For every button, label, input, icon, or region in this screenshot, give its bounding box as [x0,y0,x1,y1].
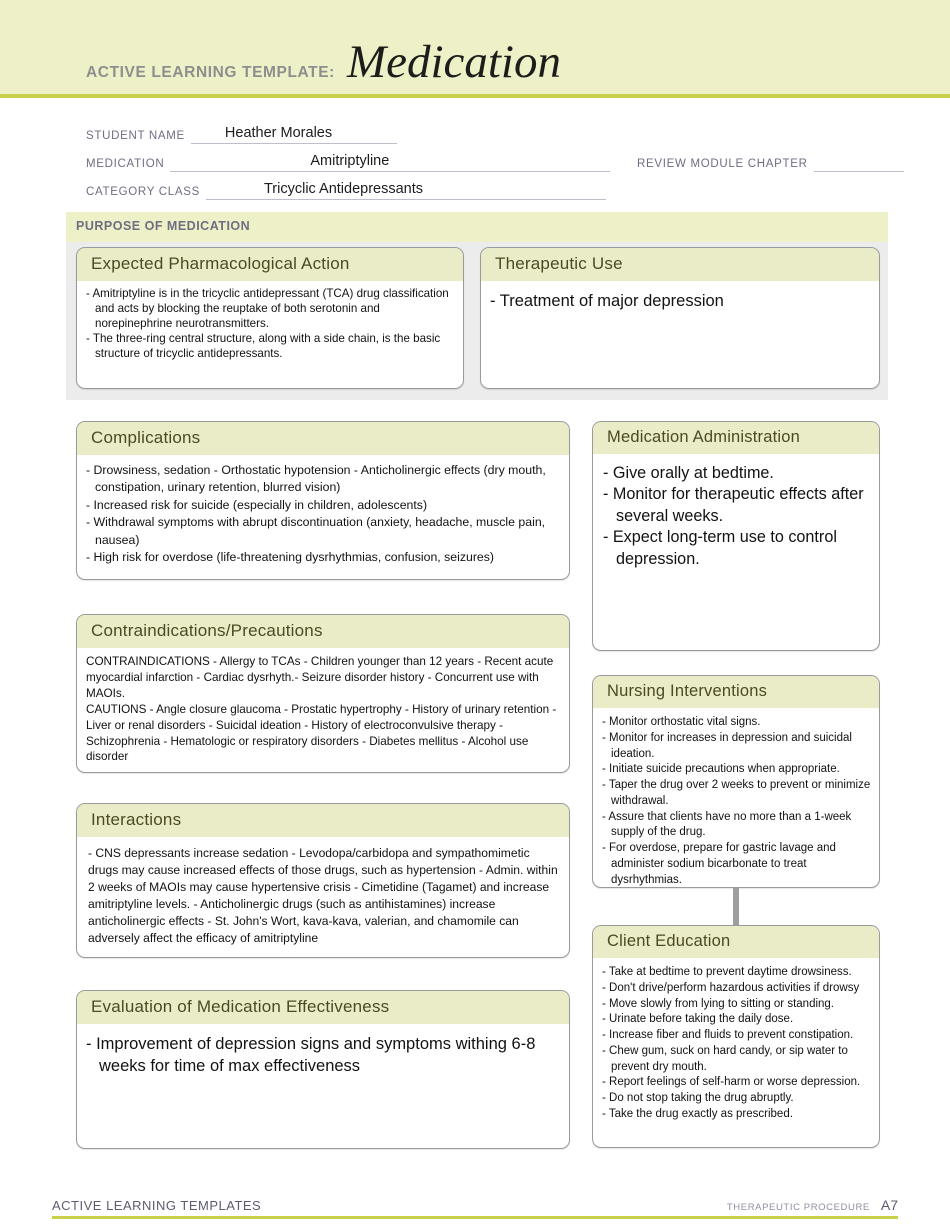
footer-meta [727,1197,898,1216]
list-item: - Assure that clients have no more than a 1-week supply of the drug. [602,810,852,839]
list-item: - Treatment of major depression [490,292,724,310]
list-item: - Initiate suicide precautions when appropriate. [602,763,840,776]
category-class-row [86,178,606,200]
card-contraindications-precautions [76,614,570,773]
card-interactions [76,803,570,958]
list-item: - Monitor orthostatic vital signs. [602,716,761,728]
list-item: - The three-ring central structure, along with a side chain, is the basic structure of tricyclic antidepressants. [86,331,441,360]
card-medication-administration [592,421,880,651]
card-body [77,648,569,773]
list-item: - Increase fiber and fluids to prevent constipation. [602,1029,854,1041]
card-title: Client Education [593,926,879,958]
review-module-chapter-label: REVIEW MODULE CHAPTER [637,158,808,170]
page-title: Medication [346,36,561,88]
list-item: - Take at bedtime to prevent daytime drowsiness. [602,966,852,978]
card-body [593,708,879,888]
card-body [77,455,569,575]
medication-row [86,150,610,172]
card-body [593,454,879,578]
list-item: - For overdose, prepare for gastric lavage and administer sodium bicarbonate to treat dysrhythmias. [602,842,836,886]
list-item: - Increased risk for suicide (especially in children, adolescents) [86,497,428,512]
card-title: Expected Pharmacological Action [77,248,463,281]
list-item: - Monitor for increases in depression and suicidal ideation. [602,731,852,760]
card-body [77,1024,569,1086]
list-item: - Don't drive/perform hazardous activities if drowsy [602,981,860,994]
purpose-header-band [66,212,888,242]
identity-fields [0,122,950,202]
review-module-chapter-row [637,150,904,172]
list-item: - Drowsiness, sedation - Orthostatic hypotension - Anticholinergic effects (dry mouth, constipation, urinary retention, blurred vision) [86,463,546,495]
card-title: Interactions [77,804,569,837]
list-item: - Take the drug exactly as prescribed. [602,1107,793,1120]
card-evaluation-of-medication-effectiveness [76,990,570,1149]
card-expected-pharmacological-action [76,247,464,389]
student-name-label: STUDENT NAME [86,130,185,142]
card-title: Evaluation of Medication Effectiveness [77,991,569,1024]
template-kicker: ACTIVE LEARNING TEMPLATE: [86,64,335,81]
card-body [77,281,463,370]
footer-page-number: A7 [880,1197,898,1213]
card-nursing-interventions [592,675,880,888]
list-item: - Withdrawal symptoms with abrupt discontinuation (anxiety, headache, muscle pain, nausea) [86,515,546,547]
list-item: - Expect long-term use to control depression. [603,528,837,568]
card-therapeutic-use [480,247,880,389]
purpose-heading: PURPOSE OF MEDICATION [76,219,251,233]
list-item: CAUTIONS - Angle closure glaucoma - Prostatic hypertrophy - History of urinary retention -Liver or renal disorders - Suicidal ideation - History of electroconvulsive therapy -Schizophrenia - Hematologic or respiratory disorders - Diabetes mellitus - Alcohol use disorder [86,702,557,764]
list-item: - Do not stop taking the drug abruptly. [602,1092,794,1104]
list-item: - Move slowly from lying to sitting or standing. [602,997,835,1010]
card-title: Contraindications/Precautions [77,615,569,648]
category-class-label: CATEGORY CLASS [86,186,200,198]
student-name-field[interactable] [191,125,397,144]
list-item: - High risk for overdose (life-threatening dysrhythmias, confusion, seizures) [86,550,495,565]
card-title: Nursing Interventions [593,676,879,708]
card-client-education [592,925,880,1148]
footer-procedure-label: THERAPEUTIC PROCEDURE [726,1202,870,1213]
card-body [593,958,879,1131]
category-class-value: Tricyclic Antidepressants [263,181,424,197]
review-module-chapter-field[interactable] [814,153,904,172]
medication-label: MEDICATION [86,158,165,170]
student-name-value: Heather Morales [224,125,333,141]
footer-brand: ACTIVE LEARNING TEMPLATES [52,1198,262,1213]
student-name-row [86,122,397,144]
card-title: Therapeutic Use [481,248,879,281]
list-item: - CNS depressants increase sedation - Levodopa/carbidopa and sympathomimetic drugs may cause increased effects of those drugs, such as hypertension - Admin. within 2 weeks of MAOIs may cause hypertensive crisis - Cimetidine (Tagamet) and increase amitriptyline levels. - Anticholinergic drugs (such as antihistamines) increase anticholinergic effects - St. John's Wort, kava-kava, valerian, and chamomile can adversely affect the efficacy of amitriptyline [88,846,558,945]
footer [52,1193,898,1219]
list-item: - Taper the drug over 2 weeks to prevent or minimize withdrawal. [602,779,871,807]
header-title-group [0,36,950,88]
connector-line [733,888,739,926]
medication-value: Amitriptyline [310,153,390,169]
list-item: - Give orally at bedtime. [603,464,774,482]
category-class-field[interactable] [206,181,606,200]
card-body [77,837,569,955]
card-complications [76,421,570,580]
list-item: - Amitriptyline is in the tricyclic antidepressant (TCA) drug classification and acts by blocking the reuptake of both serotonin and norepinephrine neurotransmitters. [86,287,449,330]
medication-field[interactable] [170,153,610,172]
list-item: - Monitor for therapeutic effects after several weeks. [603,485,864,525]
list-item: - Report feelings of self-harm or worse depression. [602,1076,861,1089]
list-item: - Improvement of depression signs and symptoms withing 6-8 weeks for time of max effectiveness [86,1035,536,1075]
list-item: CONTRAINDICATIONS - Allergy to TCAs - Children younger than 12 years - Recent acute myocardial infarction - Cardiac dysrhyth.- Seizure disorder history - Concurrent use with MAOIs. [86,655,554,700]
list-item: - Urinate before taking the daily dose. [602,1013,794,1026]
card-body [481,281,879,320]
card-title: Complications [77,422,569,455]
list-item: - Chew gum, suck on hard candy, or sip water to prevent dry mouth. [602,1044,848,1073]
card-title: Medication Administration [593,422,879,454]
header-banner [0,0,950,98]
